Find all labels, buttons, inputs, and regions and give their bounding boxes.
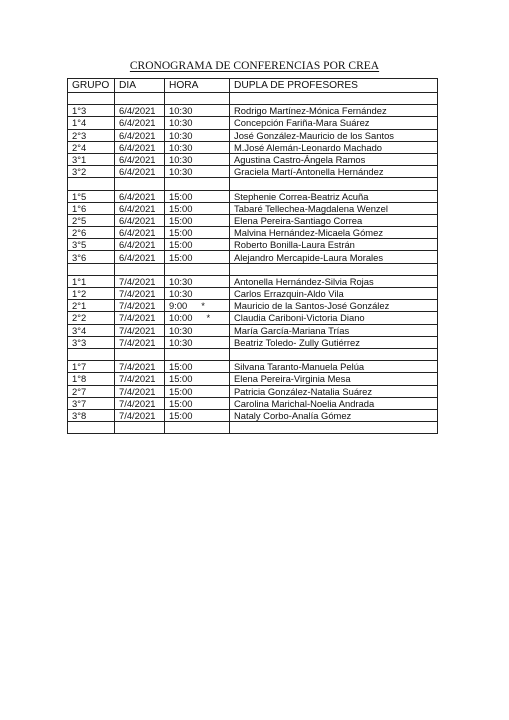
cell-dupla: Antonella Hernández-Silvia Rojas [230,275,438,287]
table-row [68,239,438,251]
cell-hora [165,336,230,348]
table-row [68,385,438,397]
cell-dupla: Rodrigo Martínez-Mónica Fernández [230,105,438,117]
cell-dia: 7/4/2021 [115,385,165,397]
cell-hora [165,275,230,287]
cell-dia: 7/4/2021 [115,300,165,312]
cell-dia: 6/4/2021 [115,166,165,178]
cell-hora [165,324,230,336]
cell-hora [165,117,230,129]
hora-value: 10:30 [169,166,193,178]
cell-hora [165,227,230,239]
cell-hora [165,385,230,397]
cell-dupla: María García-Mariana Trías [230,324,438,336]
cell-dupla: Alejandro Mercapide-Laura Morales [230,251,438,263]
cell-dia: 7/4/2021 [115,361,165,373]
hora-value: 10:30 [169,288,193,300]
cell-dupla: Carlos Errazquin-Aldo Vila [230,288,438,300]
table-row [68,214,438,226]
blank-cell [165,93,230,105]
cell-dia: 6/4/2021 [115,141,165,153]
cell-dupla: Silvana Taranto-Manuela Pelúa [230,361,438,373]
blank-cell [165,422,230,434]
cell-hora [165,251,230,263]
table-row [68,190,438,202]
blank-cell [115,422,165,434]
table-row [68,336,438,348]
blank-cell [165,263,230,275]
table-row [68,227,438,239]
blank-cell [230,178,438,190]
cell-hora [165,190,230,202]
hora-value: 15:00 [169,361,193,373]
cell-grupo: 3°7 [68,397,115,409]
cell-hora [165,141,230,153]
header-hora: HORA [165,79,230,93]
cell-dupla: Elena Pereira-Santiago Correa [230,214,438,226]
hora-value: 10:30 [169,117,193,129]
cell-dupla: Stephenie Correa-Beatriz Acuña [230,190,438,202]
cell-dia: 7/4/2021 [115,397,165,409]
cell-grupo: 1°4 [68,117,115,129]
cell-grupo: 1°1 [68,275,115,287]
cell-grupo: 1°8 [68,373,115,385]
blank-row [68,178,438,190]
table-row [68,324,438,336]
cell-grupo: 2°6 [68,227,115,239]
cell-grupo: 1°5 [68,190,115,202]
table-row [68,361,438,373]
cell-dupla: M.José Alemán-Leonardo Machado [230,141,438,153]
cell-dupla: José González-Mauricio de los Santos [230,129,438,141]
cell-dupla: Carolina Marichal-Noelia Andrada [230,397,438,409]
cell-hora [165,373,230,385]
cell-dia: 6/4/2021 [115,251,165,263]
cell-grupo: 2°1 [68,300,115,312]
cell-grupo: 3°2 [68,166,115,178]
table-row [68,397,438,409]
cell-hora [165,397,230,409]
cell-grupo: 2°5 [68,214,115,226]
blank-cell [115,348,165,360]
hora-value: 10:00 [169,312,193,324]
hora-value: 15:00 [169,239,193,251]
cell-dupla: Elena Pereira-Virginia Mesa [230,373,438,385]
hora-value: 15:00 [169,227,193,239]
hora-value: 15:00 [169,385,193,397]
blank-cell [165,178,230,190]
cell-hora [165,166,230,178]
hora-value: 15:00 [169,397,193,409]
blank-row [68,263,438,275]
cell-grupo: 3°6 [68,251,115,263]
cell-dia: 6/4/2021 [115,117,165,129]
hora-value: 15:00 [169,409,193,421]
table-row [68,105,438,117]
table-row [68,312,438,324]
cell-grupo: 3°1 [68,153,115,165]
table-row [68,153,438,165]
cell-hora [165,239,230,251]
cell-hora [165,105,230,117]
cell-grupo: 2°7 [68,385,115,397]
cell-dupla: Tabaré Tellechea-Magdalena Wenzel [230,202,438,214]
cell-dupla: Nataly Corbo-Analía Gómez [230,409,438,421]
hora-value: 15:00 [169,373,193,385]
cell-dia: 7/4/2021 [115,275,165,287]
asterisk-mark: * [201,300,205,312]
blank-row [68,348,438,360]
blank-cell [230,93,438,105]
cell-dupla: Roberto Bonilla-Laura Estrán [230,239,438,251]
cell-dia: 6/4/2021 [115,153,165,165]
hora-value: 10:30 [169,336,193,348]
hora-value: 15:00 [169,202,193,214]
asterisk-mark: * [206,312,211,324]
table-row [68,288,438,300]
blank-cell [230,263,438,275]
cell-grupo: 2°2 [68,312,115,324]
blank-cell [115,263,165,275]
cell-hora [165,129,230,141]
hora-value: 10:30 [169,141,193,153]
cell-grupo: 3°4 [68,324,115,336]
table-row [68,275,438,287]
cell-dupla: Malvina Hernández-Micaela Gómez [230,227,438,239]
hora-value: 10:30 [169,324,193,336]
cell-dia: 6/4/2021 [115,227,165,239]
cell-hora [165,202,230,214]
blank-row [68,422,438,434]
hora-value: 10:30 [169,129,193,141]
blank-cell [165,348,230,360]
cell-dia: 7/4/2021 [115,409,165,421]
cell-dia: 6/4/2021 [115,239,165,251]
table-row [68,166,438,178]
cell-grupo: 3°5 [68,239,115,251]
hora-value: 10:30 [169,275,193,287]
cell-dia: 6/4/2021 [115,190,165,202]
cell-dupla: Mauricio de la Santos-José González [230,300,438,312]
blank-row [68,93,438,105]
blank-cell [68,263,115,275]
cell-grupo: 2°3 [68,129,115,141]
table-row [68,409,438,421]
cell-grupo: 1°7 [68,361,115,373]
hora-value: 10:30 [169,105,193,117]
blank-cell [115,93,165,105]
hora-value: 9:00 [169,300,188,312]
table-row [68,117,438,129]
blank-cell [68,93,115,105]
cell-dia: 7/4/2021 [115,336,165,348]
header-dia: DIA [115,79,165,93]
cell-grupo: 3°3 [68,336,115,348]
hora-value: 15:00 [169,251,193,263]
cell-hora [165,409,230,421]
cell-grupo: 1°3 [68,105,115,117]
blank-cell [230,422,438,434]
cell-dupla: Patricia González-Natalia Suárez [230,385,438,397]
cell-dupla: Concepción Fariña-Mara Suárez [230,117,438,129]
schedule-table [67,78,438,434]
cell-grupo: 3°8 [68,409,115,421]
cell-hora [165,214,230,226]
cell-hora [165,153,230,165]
header-grupo: GRUPO [68,79,115,93]
cell-dia: 7/4/2021 [115,288,165,300]
blank-cell [68,348,115,360]
cell-grupo: 2°4 [68,141,115,153]
cell-hora [165,361,230,373]
cell-dia: 7/4/2021 [115,373,165,385]
cell-dia: 7/4/2021 [115,324,165,336]
cell-dupla: Beatriz Toledo- Zully Gutiérrez [230,336,438,348]
header-row [68,79,438,93]
cell-dia: 6/4/2021 [115,202,165,214]
blank-cell [115,178,165,190]
cell-dupla: Agustina Castro-Ángela Ramos [230,153,438,165]
cell-hora [165,288,230,300]
table-row [68,202,438,214]
cell-dia: 6/4/2021 [115,129,165,141]
table-row [68,300,438,312]
cell-dupla: Claudia Cariboni-Victoria Diano [230,312,438,324]
cell-dupla: Graciela Martí-Antonella Hernández [230,166,438,178]
document-title: CRONOGRAMA DE CONFERENCIAS POR CREA [129,60,380,72]
table-row [68,141,438,153]
hora-value: 10:30 [169,154,193,166]
hora-value: 15:00 [169,190,193,202]
hora-value: 15:00 [169,214,193,226]
table-row [68,129,438,141]
table-row [68,373,438,385]
blank-cell [230,348,438,360]
schedule-rows [68,93,438,434]
cell-grupo: 1°2 [68,288,115,300]
cell-hora [165,300,230,312]
header-dupla: DUPLA DE PROFESORES [230,79,438,93]
cell-dia: 6/4/2021 [115,105,165,117]
blank-cell [68,422,115,434]
blank-cell [68,178,115,190]
cell-hora [165,312,230,324]
table-row [68,251,438,263]
cell-dia: 7/4/2021 [115,312,165,324]
cell-dia: 6/4/2021 [115,214,165,226]
cell-grupo: 1°6 [68,202,115,214]
